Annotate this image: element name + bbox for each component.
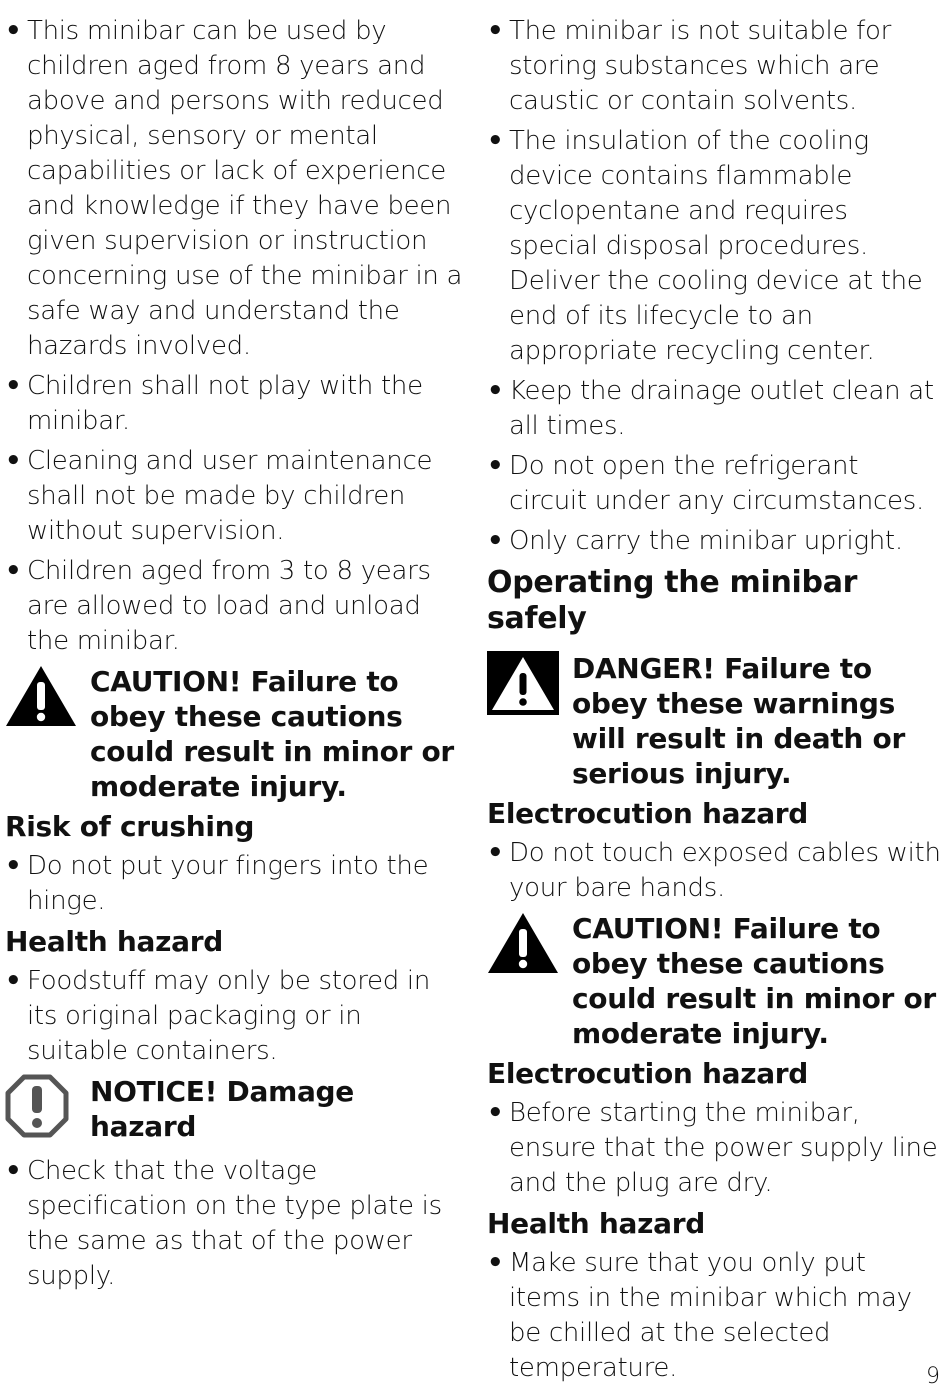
right-column [487,14,942,1391]
list-item: • Cleaning and user maintenance shall not be made by children without supervision. [5,444,463,549]
list-item: • Do not open the refrigerant circuit under any circumstances. [487,449,942,519]
electrocution-hazard-heading: Electrocution hazard [487,797,809,830]
intro-list-right [487,14,942,559]
intro-list-left [5,14,463,659]
warning-triangle-icon [5,664,90,728]
health-list [487,1246,942,1386]
list-item: • Keep the drainage outlet clean at all times. [487,374,942,444]
list-item: • Check that the voltage specification on the type plate is the same as that of the power supply. [5,1154,463,1294]
caution-block [487,911,942,1051]
list-item: • The minibar is not suitable for storing substances which are caustic or contain solvents. [487,14,942,119]
warning-triangle-icon [487,911,572,975]
list-item: • Foodstuff may only be stored in its original packaging or in suitable containers. [5,964,463,1069]
caution-block [5,664,463,804]
electrocution-list [487,836,942,906]
list-item: • Before starting the minibar, ensure that the power supply line and the plug are dry. [487,1096,942,1201]
notice-list [5,1154,463,1294]
page-number: 9 [926,1364,940,1389]
danger-triangle-icon [487,651,572,715]
section-title: Operating the minibar safely [487,565,858,636]
caution-text: CAUTION! Failure to obey these cautions could result in minor or moderate injury. [90,665,454,803]
notice-block [5,1074,463,1144]
notice-text: NOTICE! Damage hazard [90,1075,354,1143]
risk-of-crushing-heading: Risk of crushing [5,810,255,843]
health-list [5,964,463,1069]
caution-text: CAUTION! Failure to obey these cautions could result in minor or moderate injury. [572,912,936,1050]
list-item: • Do not put your fingers into the hinge. [5,849,463,919]
health-hazard-heading: Health hazard [5,925,223,958]
left-column [5,14,463,1299]
list-item: • Only carry the minibar upright. [487,524,942,559]
list-item: • Make sure that you only put items in the minibar which may be chilled at the selected temperature. [487,1246,942,1386]
list-item: • The insulation of the cooling device contains flammable cyclopentane and requires special disposal procedures. Deliver the cooling device at the end of its lifecycle to an appropriate recycling center. [487,124,942,369]
notice-octagon-icon [5,1074,90,1138]
electrocution-hazard-heading: Electrocution hazard [487,1057,809,1090]
list-item: • Children aged from 3 to 8 years are allowed to load and unload the minibar. [5,554,463,659]
danger-block [487,651,942,791]
crushing-list [5,849,463,919]
list-item: • Children shall not play with the minibar. [5,369,463,439]
list-item: • Do not touch exposed cables with your bare hands. [487,836,942,906]
health-hazard-heading: Health hazard [487,1207,705,1240]
danger-text: DANGER! Failure to obey these warnings will result in death or serious injury. [572,652,905,790]
list-item: • This minibar can be used by children aged from 8 years and above and persons with reduced physical, sensory or mental capabilities or lack of experience and knowledge if they have been given supervision or instruction concerning use of the minibar in a safe way and understand the hazards involved. [5,14,463,364]
electrocution-list [487,1096,942,1201]
